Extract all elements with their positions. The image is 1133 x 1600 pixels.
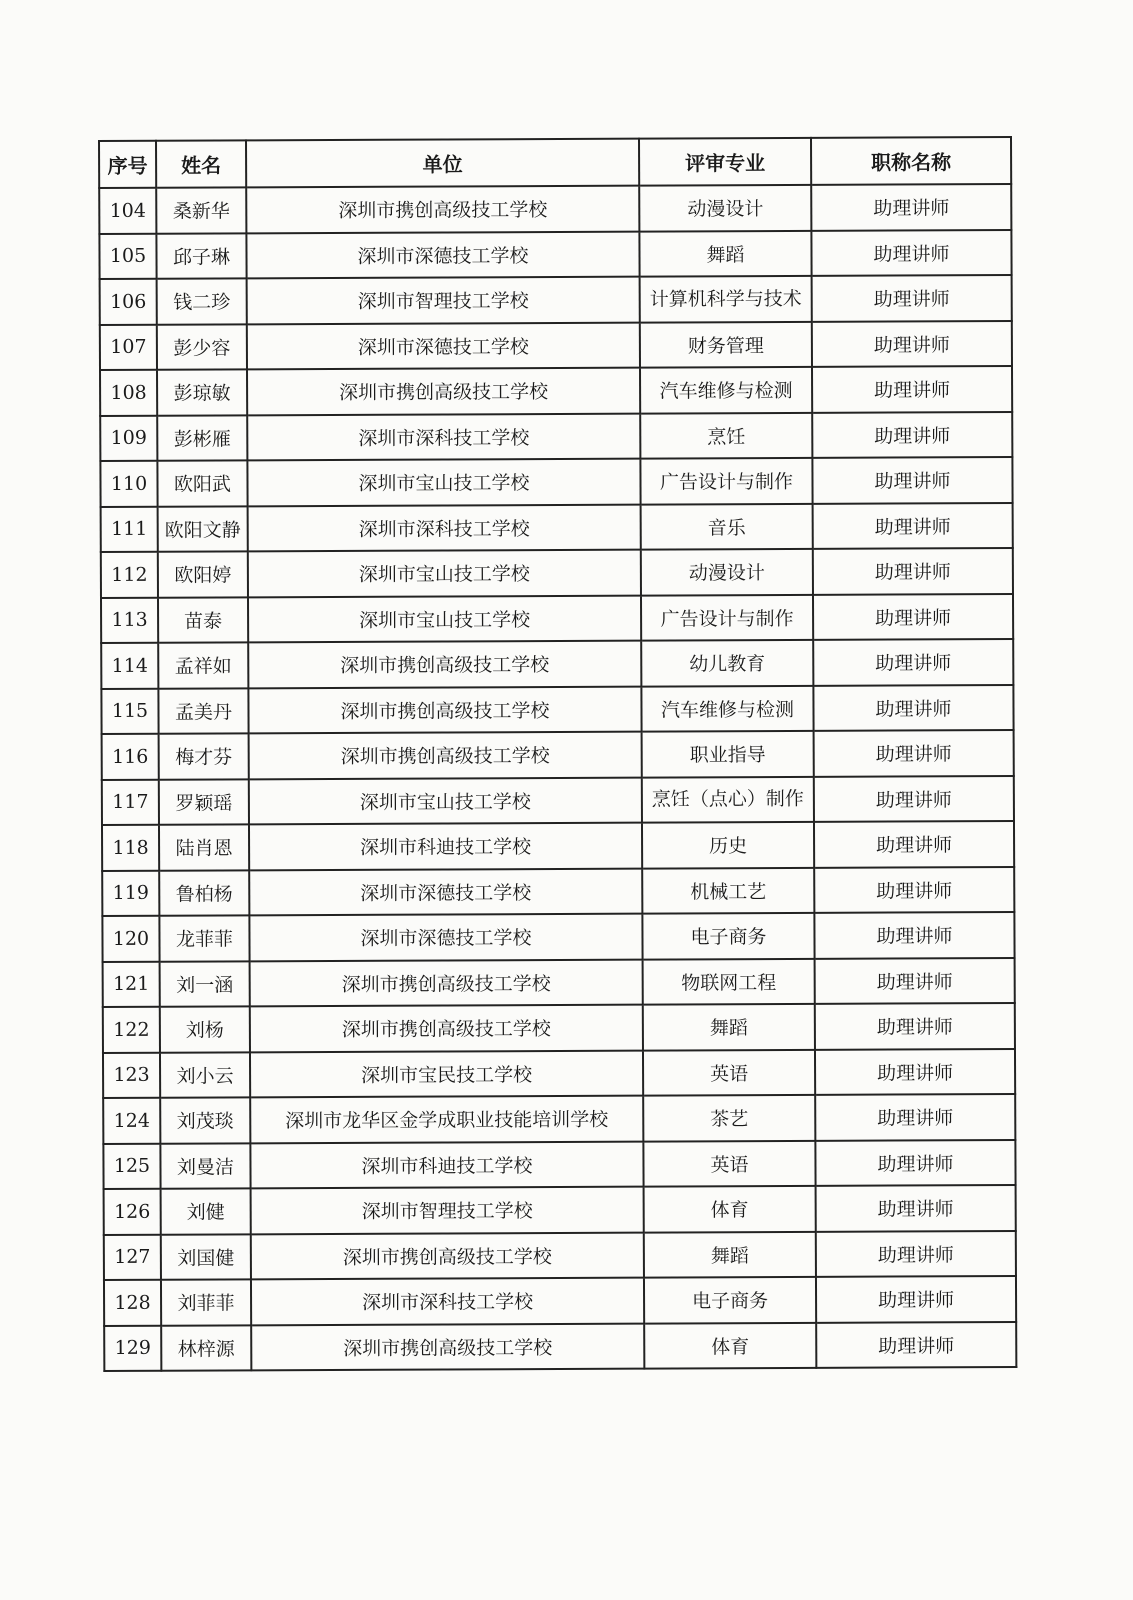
header-title-name: 职称名称 (811, 137, 1011, 185)
cell-review-major: 烹饪 (640, 412, 812, 458)
cell-title-name: 助理讲师 (813, 639, 1013, 685)
cell-name: 罗颖瑶 (159, 779, 249, 825)
table-row (102, 912, 1014, 961)
cell-title-name: 助理讲师 (811, 184, 1011, 230)
cell-serial-no: 125 (103, 1143, 160, 1189)
cell-title-name: 助理讲师 (815, 958, 1015, 1004)
cell-name: 林梓源 (161, 1325, 251, 1371)
table-row (104, 1231, 1016, 1280)
cell-title-name: 助理讲师 (815, 1003, 1015, 1049)
cell-name: 钱二珍 (157, 278, 247, 324)
cell-title-name: 助理讲师 (812, 457, 1012, 503)
cell-serial-no: 116 (102, 734, 159, 780)
cell-review-major: 汽车维修与检测 (640, 367, 812, 413)
cell-name: 孟祥如 (158, 642, 248, 688)
cell-unit: 深圳市深德技工学校 (247, 322, 640, 369)
table-row (100, 275, 1012, 324)
cell-unit: 深圳市携创高级技工学校 (249, 732, 642, 779)
cell-unit: 深圳市深德技工学校 (249, 868, 642, 915)
cell-review-major: 舞蹈 (639, 230, 811, 276)
cell-serial-no: 113 (101, 597, 158, 643)
cell-unit: 深圳市深科技工学校 (251, 1278, 644, 1325)
cell-name: 陆肖恩 (159, 824, 249, 870)
cell-unit: 深圳市宝民技工学校 (250, 1050, 643, 1097)
cell-serial-no: 126 (104, 1189, 161, 1235)
cell-name: 欧阳文静 (158, 506, 248, 552)
table-row (99, 230, 1011, 279)
cell-name: 刘小云 (160, 1052, 250, 1098)
cell-review-major: 茶艺 (643, 1095, 815, 1141)
table-row (101, 685, 1013, 734)
header-review-major: 评审专业 (639, 138, 811, 186)
table-row (103, 1140, 1015, 1189)
cell-title-name: 助理讲师 (812, 275, 1012, 321)
cell-unit: 深圳市携创高级技工学校 (248, 641, 641, 688)
cell-serial-no: 121 (103, 961, 160, 1007)
cell-unit: 深圳市携创高级技工学校 (246, 186, 639, 233)
table-row (103, 1049, 1015, 1098)
cell-title-name: 助理讲师 (816, 1185, 1016, 1231)
cell-serial-no: 109 (100, 415, 157, 461)
cell-serial-no: 120 (102, 916, 159, 962)
roster-table (98, 136, 1017, 1372)
cell-unit: 深圳市宝山技工学校 (249, 777, 642, 824)
cell-review-major: 幼儿教育 (641, 640, 813, 686)
cell-review-major: 烹饪（点心）制作 (642, 776, 814, 822)
cell-title-name: 助理讲师 (813, 548, 1013, 594)
cell-review-major: 物联网工程 (643, 958, 815, 1004)
table-row (100, 457, 1012, 506)
cell-unit: 深圳市宝山技工学校 (248, 550, 641, 597)
table-row (101, 503, 1013, 552)
cell-unit: 深圳市宝山技工学校 (247, 459, 640, 506)
cell-unit: 深圳市携创高级技工学校 (247, 368, 640, 415)
cell-name: 刘菲菲 (161, 1279, 251, 1325)
cell-title-name: 助理讲师 (813, 594, 1013, 640)
cell-review-major: 财务管理 (640, 321, 812, 367)
cell-title-name: 助理讲师 (813, 503, 1013, 549)
cell-serial-no: 110 (100, 461, 157, 507)
cell-unit: 深圳市深德技工学校 (246, 231, 639, 278)
cell-review-major: 舞蹈 (644, 1231, 816, 1277)
table-body (99, 184, 1016, 1371)
cell-serial-no: 129 (104, 1325, 161, 1371)
header-unit: 单位 (246, 139, 639, 188)
table-row (102, 776, 1014, 825)
cell-title-name: 助理讲师 (813, 685, 1013, 731)
table-row (100, 412, 1012, 461)
cell-title-name: 助理讲师 (814, 730, 1014, 776)
table-row (104, 1322, 1016, 1371)
table-row (103, 1094, 1015, 1143)
cell-name: 欧阳武 (157, 460, 247, 506)
cell-serial-no: 124 (103, 1098, 160, 1144)
cell-title-name: 助理讲师 (814, 912, 1014, 958)
cell-review-major: 职业指导 (642, 731, 814, 777)
table-row (102, 867, 1014, 916)
cell-name: 桑新华 (156, 187, 246, 233)
cell-title-name: 助理讲师 (816, 1322, 1016, 1368)
header-row (99, 137, 1011, 188)
cell-review-major: 广告设计与制作 (640, 458, 812, 504)
cell-name: 孟美丹 (158, 688, 248, 734)
cell-unit: 深圳市携创高级技工学校 (250, 959, 643, 1006)
cell-name: 刘杨 (160, 1006, 250, 1052)
cell-review-major: 历史 (642, 822, 814, 868)
header-name: 姓名 (156, 140, 246, 187)
cell-unit: 深圳市龙华区金学成职业技能培训学校 (250, 1096, 643, 1143)
cell-title-name: 助理讲师 (812, 321, 1012, 367)
cell-name: 彭少容 (157, 324, 247, 370)
cell-title-name: 助理讲师 (811, 230, 1011, 276)
cell-unit: 深圳市深德技工学校 (249, 914, 642, 961)
cell-title-name: 助理讲师 (815, 1049, 1015, 1095)
cell-unit: 深圳市智理技工学校 (251, 1187, 644, 1234)
cell-title-name: 助理讲师 (814, 867, 1014, 913)
cell-serial-no: 107 (100, 324, 157, 370)
table-row (103, 1003, 1015, 1052)
cell-serial-no: 117 (102, 779, 159, 825)
cell-review-major: 电子商务 (642, 913, 814, 959)
table-row (101, 594, 1013, 643)
cell-name: 欧阳婷 (158, 551, 248, 597)
cell-review-major: 体育 (644, 1322, 816, 1368)
header-serial-no: 序号 (99, 141, 156, 188)
cell-review-major: 英语 (643, 1140, 815, 1186)
cell-serial-no: 104 (99, 188, 156, 234)
cell-unit: 深圳市智理技工学校 (247, 277, 640, 324)
cell-name: 龙菲菲 (159, 915, 249, 961)
cell-unit: 深圳市携创高级技工学校 (248, 686, 641, 733)
table-row (100, 321, 1012, 370)
cell-serial-no: 122 (103, 1007, 160, 1053)
cell-serial-no: 119 (102, 870, 159, 916)
table-row (101, 548, 1013, 597)
cell-review-major: 汽车维修与检测 (641, 685, 813, 731)
cell-review-major: 机械工艺 (642, 867, 814, 913)
cell-name: 邱子琳 (156, 233, 246, 279)
cell-title-name: 助理讲师 (816, 1231, 1016, 1277)
cell-title-name: 助理讲师 (812, 366, 1012, 412)
cell-name: 苗泰 (158, 597, 248, 643)
cell-unit: 深圳市深科技工学校 (248, 504, 641, 551)
cell-review-major: 电子商务 (644, 1277, 816, 1323)
cell-unit: 深圳市科迪技工学校 (249, 823, 642, 870)
cell-serial-no: 108 (100, 370, 157, 416)
cell-review-major: 动漫设计 (639, 185, 811, 231)
table-row (102, 821, 1014, 870)
cell-serial-no: 118 (102, 825, 159, 871)
table-row (102, 730, 1014, 779)
cell-unit: 深圳市携创高级技工学校 (251, 1323, 644, 1370)
cell-title-name: 助理讲师 (814, 821, 1014, 867)
cell-serial-no: 127 (104, 1234, 161, 1280)
cell-unit: 深圳市科迪技工学校 (250, 1141, 643, 1188)
cell-unit: 深圳市宝山技工学校 (248, 595, 641, 642)
cell-serial-no: 105 (99, 233, 156, 279)
cell-serial-no: 111 (101, 506, 158, 552)
cell-title-name: 助理讲师 (815, 1094, 1015, 1140)
cell-unit: 深圳市携创高级技工学校 (250, 1005, 643, 1052)
cell-name: 刘一涵 (160, 961, 250, 1007)
cell-name: 彭琼敏 (157, 369, 247, 415)
cell-title-name: 助理讲师 (816, 1276, 1016, 1322)
table-row (104, 1185, 1016, 1234)
cell-review-major: 音乐 (641, 503, 813, 549)
cell-review-major: 舞蹈 (643, 1004, 815, 1050)
table-row (103, 958, 1015, 1007)
cell-name: 刘曼洁 (160, 1143, 250, 1189)
cell-serial-no: 112 (101, 552, 158, 598)
table-row (101, 639, 1013, 688)
cell-name: 刘健 (161, 1188, 251, 1234)
cell-review-major: 英语 (643, 1049, 815, 1095)
cell-name: 刘茂琰 (160, 1097, 250, 1143)
cell-serial-no: 106 (100, 279, 157, 325)
cell-serial-no: 128 (104, 1280, 161, 1326)
cell-unit: 深圳市深科技工学校 (247, 413, 640, 460)
cell-name: 梅才芬 (159, 733, 249, 779)
cell-review-major: 动漫设计 (641, 549, 813, 595)
cell-title-name: 助理讲师 (815, 1140, 1015, 1186)
cell-serial-no: 123 (103, 1052, 160, 1098)
cell-review-major: 广告设计与制作 (641, 594, 813, 640)
table-row (104, 1276, 1016, 1325)
cell-serial-no: 114 (101, 643, 158, 689)
table-row (100, 366, 1012, 415)
cell-serial-no: 115 (101, 688, 158, 734)
cell-review-major: 体育 (644, 1186, 816, 1232)
cell-unit: 深圳市携创高级技工学校 (251, 1232, 644, 1279)
cell-title-name: 助理讲师 (814, 776, 1014, 822)
table-row (99, 184, 1011, 233)
cell-name: 刘国健 (161, 1234, 251, 1280)
cell-review-major: 计算机科学与技术 (640, 276, 812, 322)
cell-name: 鲁柏杨 (159, 870, 249, 916)
cell-name: 彭彬雁 (157, 415, 247, 461)
cell-title-name: 助理讲师 (812, 412, 1012, 458)
